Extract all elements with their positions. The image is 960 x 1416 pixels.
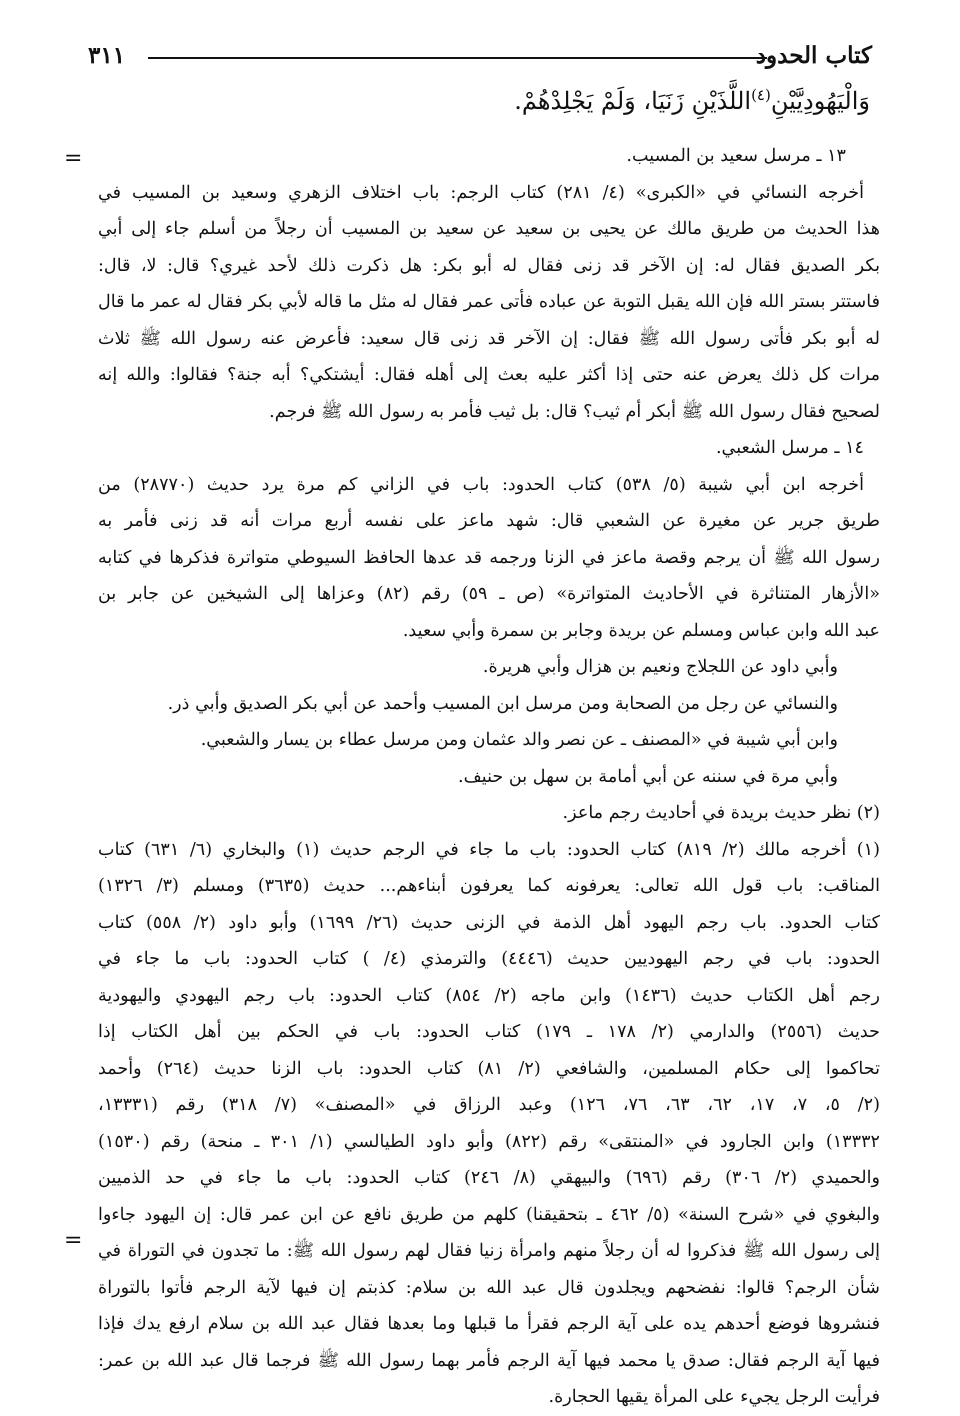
text-line: (٢/ ٥، ٧، ١٧، ٦٢، ٦٣، ٧٦، ١٢٦) وعبد الرزاق في «المصنف» (٧/ ٣١٨) رقم (١٣٣٣١، [98, 1095, 880, 1115]
text-line: الحدود: باب في رجم اليهوديين حديث (٤٤٤٦) والترمذي (٤/ ) كتاب الحدود: باب ما جاء في [98, 949, 880, 969]
text-line: عبد الله وابن عباس ومسلم عن بريدة وجابر بن سمرة وأبي سعيد. [402, 620, 880, 641]
text-line: وابن أبي شيبة في «المصنف ـ عن نصر والد عثمان ومن مرسل عطاء بن يسار والشعبي. [200, 730, 838, 750]
text-line: شأن الرجم؟ قالوا: نفضحهم ويجلدون قال عبد الله بن سلام: كذبتم إن فيها لآية الرجم فأتوا بالتوراة [98, 1277, 880, 1298]
verse-text: وَالْيَهُودِيَّيْنِ [770, 87, 870, 115]
text-line: ١٣٣٣٢) وابن الجارود في «المنتقى» رقم (٨٢٢) وأبو داود الطيالسي (١/ ٣٠١ ـ منحة) رقم (١٥٣٠) [98, 1131, 880, 1152]
verse-text-continued: اللَّذَيْنِ زَنَيَا، وَلَمْ يَجْلِدْهُمْ. [514, 87, 752, 115]
text-line: المناقب: باب قول الله تعالى: يعرفونه كما يعرفون أبناءهم... حديث (٣٦٣٥) ومسلم (٣/ ١٣٢٦) [98, 876, 880, 896]
text-line: رسول الله ﷺ أن يرجم وقصة ماعز في الزنا ورجمه قد عدها الحافظ السيوطي متواترة فذكرها في كتابه [98, 547, 880, 568]
text-line: ١٣ ـ مرسل سعيد بن المسيب. [626, 146, 846, 166]
continuation-mark-top: = [64, 146, 83, 171]
header-rule [148, 57, 767, 59]
footnotes-body [98, 138, 880, 1416]
text-line: «الأزهار المتناثرة في الأحاديث المتواترة» (ص ـ ٥٩) رقم (٨٢) وعزاها إلى الشيخين عن جابر بن [98, 584, 880, 604]
text-line: رجم أهل الكتاب حديث (١٤٣٦) وابن ماجه (٢/ ٨٥٤) كتاب الحدود: باب رجم اليهودي واليهودية [98, 985, 880, 1006]
text-line: أخرجه ابن أبي شيبة (٥/ ٥٣٨) كتاب الحدود: باب في الزاني كم مرة يرد حديث (٢٨٧٧٠) من [98, 474, 864, 495]
text-line: لصحيح فقال رسول الله ﷺ أبكر أم ثيب؟ قال: بل ثيب فأمر به رسول الله ﷺ فرجم. [269, 401, 880, 422]
continuation-mark-bottom: = [64, 1228, 83, 1253]
text-line: ١٤ ـ مرسل الشعبي. [715, 438, 864, 458]
text-line: طريق جرير عن مغيرة عن الشعبي قال: شهد ماعز على نفسه أربع مرات أنه قد زنى فأمر به [98, 511, 880, 531]
page-number: ٣١١ [88, 42, 126, 69]
footnote-reference: (٤) [751, 86, 771, 104]
text-line: له أبو بكر فأتى رسول الله ﷺ فقال: إن الآخر قد زنى قال سعيد: فأعرض عنه رسول الله ﷺ ثلاث [98, 328, 880, 349]
text-line: إلى رسول الله ﷺ فذكروا له أن رجلاً منهم وامرأة زنيا فقال لهم رسول الله ﷺ: ما تجدون في التوراة في [98, 1241, 880, 1261]
text-line: هذا الحديث من طريق مالك عن يحيى بن سعيد عن سعيد بن المسيب أن رجلاً من أسلم جاء إلى أبي [98, 219, 880, 239]
text-line: تحاكموا إلى حكام المسلمين، والشافعي (٢/ ٨١) كتاب الحدود: باب الزنا حديث (٢٦٤) وأحمد [98, 1058, 880, 1079]
text-line: والنسائي عن رجل من الصحابة ومن مرسل ابن المسيب وأحمد عن أبي بكر الصديق وأبي ذر. [167, 693, 838, 714]
text-line: والحميدي (٢/ ٣٠٦) رقم (٦٩٦) والبيهقي (٨/ ٢٤٦) كتاب الحدود: باب ما جاء في حد الذميين [98, 1168, 880, 1188]
text-line: وأبي مرة في سننه عن أبي أمامة بن سهل بن حنيف. [457, 766, 838, 787]
text-line: فنشروها فوضع أحدهم يده على آية الرجم فقرأ ما قبلها وما بعدها فقال عبد الله بن سلام ارفع يدك فإذا [98, 1314, 880, 1334]
text-line: فرأيت الرجل يجيء على المرأة يقيها الحجارة. [548, 1387, 880, 1407]
text-line: (٢) نظر حديث بريدة في أحاديث رجم ماعز. [562, 803, 880, 823]
text-line: مرات كل ذلك يعرض عنه حتى إذا أكثر عليه بعث إلى أهله فقال: أيشتكي؟ أبه جنة؟ فقالوا: والله إنه [98, 365, 880, 385]
text-line: بكر الصديق فقال له: إن الآخر قد زنى فقال له أبو بكر: هل ذكرت ذلك لأحد غيري؟ قال: لا، قال: [98, 255, 880, 276]
text-line: حديث (٢٥٥٦) والدارمي (٢/ ١٧٨ ـ ١٧٩) كتاب الحدود: باب في الحكم بين أهل الكتاب إذا [98, 1022, 880, 1042]
text-line: (١) أخرجه مالك (٢/ ٨١٩) كتاب الحدود: باب ما جاء في الرجم حديث (١) والبخاري (٦/ ٦٣١) كتاب [98, 839, 880, 860]
text-line: كتاب الحدود. باب رجم اليهود أهل الذمة في الزنى حديث (٢٦/ ١٦٩٩) وأبو داود (٢/ ٥٥٨) كتاب [98, 912, 880, 933]
text-line: فاستتر بستر الله فإن الله يقبل التوبة عن عباده فأتى عمر فقال له مثل ما قاله لأبي بكر فقال له عمر ما قال [98, 292, 880, 312]
running-header [88, 38, 872, 78]
text-line: أخرجه النسائي في «الكبرى» (٤/ ٢٨١) كتاب الرجم: باب اختلاف الزهري وسعيد بن المسيب في [98, 182, 864, 203]
quranic-verse [514, 86, 870, 115]
text-line: وأبي داود عن اللجلاج ونعيم بن هزال وأبي هريرة. [482, 657, 838, 677]
text-line: فيها آية الرجم فقال: صدق يا محمد فيها آية الرجم فأمر بهما رسول الله ﷺ فرجما قال عبد الله بن عمر: [98, 1350, 880, 1371]
book-title: كتاب الحدود [755, 42, 872, 69]
text-line: والبغوي في «شرح السنة» (٥/ ٤٦٢ ـ بتحقيقنا) كلهم من طريق نافع عن ابن عمر قال: إن اليهود جاءوا [98, 1204, 880, 1225]
